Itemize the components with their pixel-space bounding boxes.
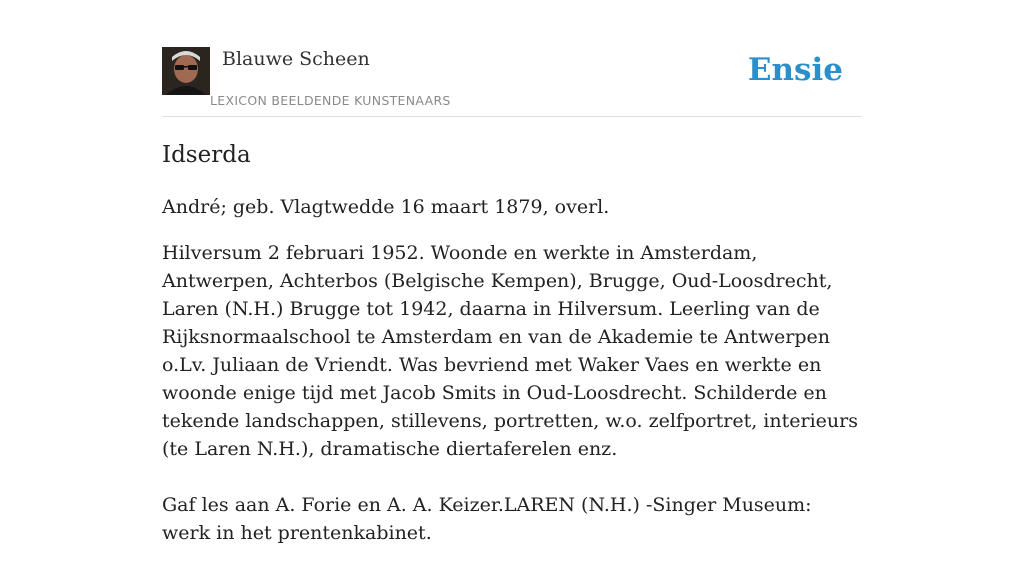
avatar[interactable]: [162, 47, 210, 95]
author-name[interactable]: Blauwe Scheen: [222, 48, 370, 70]
page-container: [162, 0, 862, 544]
article-paragraph: Gaf les aan A. Forie en A. A. Keizer.LAREN (N.H.) -Singer Museum: werk in het prentenkabinet.: [162, 494, 812, 544]
article-lead: André; geb. Vlagtwedde 16 maart 1879, overl.: [162, 196, 610, 218]
avatar-portrait-icon: [162, 47, 210, 95]
article-header: [162, 0, 862, 117]
article-body: [162, 239, 862, 575]
source-label[interactable]: LEXICON BEELDENDE KUNSTENAARS: [210, 93, 451, 108]
article-title: Idserda: [162, 142, 251, 168]
article-paragraph: Hilversum 2 februari 1952. Woonde en werkte in Amsterdam, Antwerpen, Achterbos (Belgische Kempen), Brugge, Oud-Loosdrecht, Laren (N.H.) Brugge tot 1942, daarna in Hilversum. Leerling van de Rijksnormaalschool te Amsterdam en van de Akademie te Antwerpen o.Lv. Juliaan de Vriendt. Was bevriend met Waker Vaes en werkte en woonde enige tijd met Jacob Smits in Oud-Loosdrecht. Schilderde en tekende landschappen, stillevens, portretten, w.o. zelfportret, interieurs (te Laren N.H.), dramatische diertaferelen enz.: [162, 242, 858, 460]
ensie-logo[interactable]: Ensie: [747, 52, 843, 88]
